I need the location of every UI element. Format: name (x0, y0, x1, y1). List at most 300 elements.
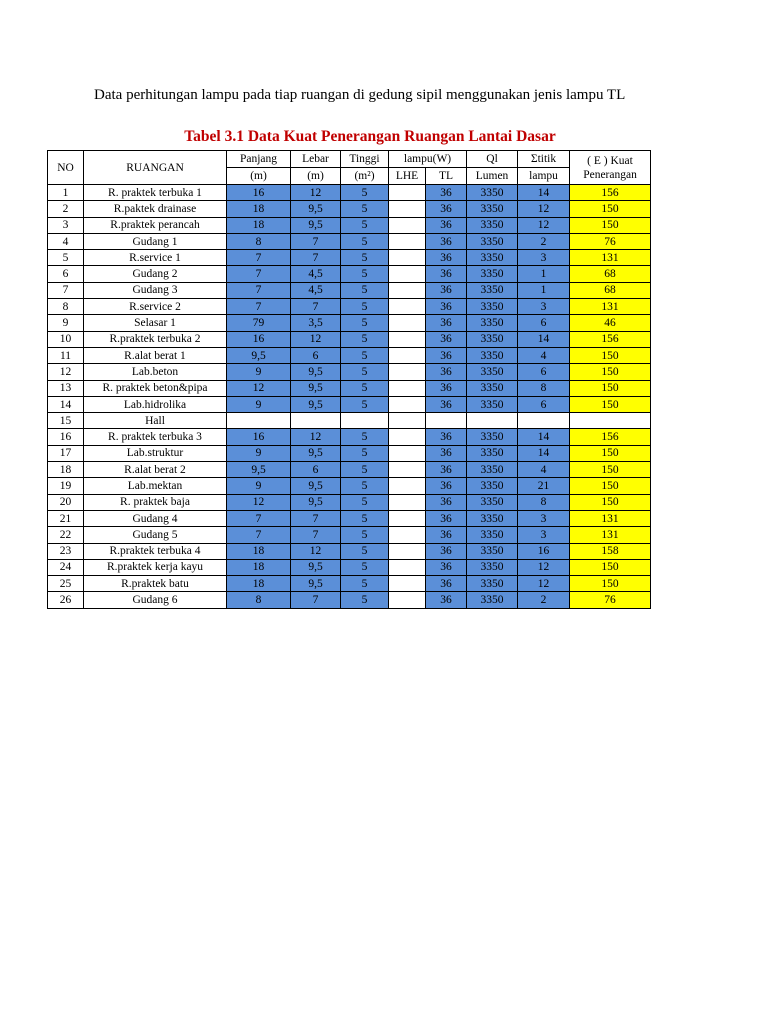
cell-no: 10 (48, 331, 84, 347)
cell-ql: 3350 (467, 282, 518, 298)
table-row (48, 559, 651, 575)
cell-e: 150 (570, 478, 651, 494)
table-row (48, 510, 651, 526)
cell-lhe (389, 478, 426, 494)
cell-tinggi (341, 413, 389, 429)
cell-tinggi: 5 (341, 494, 389, 510)
cell-e: 150 (570, 364, 651, 380)
cell-titik: 1 (518, 266, 570, 282)
cell-lhe (389, 527, 426, 543)
cell-tl: 36 (426, 233, 467, 249)
table-row (48, 527, 651, 543)
cell-tl: 36 (426, 510, 467, 526)
cell-e: 150 (570, 396, 651, 412)
cell-tinggi: 5 (341, 429, 389, 445)
cell-tinggi: 5 (341, 510, 389, 526)
cell-no: 5 (48, 250, 84, 266)
cell-tinggi: 5 (341, 315, 389, 331)
cell-e: 150 (570, 494, 651, 510)
cell-panjang: 16 (227, 185, 291, 201)
cell-panjang: 9 (227, 445, 291, 461)
cell-ql: 3350 (467, 185, 518, 201)
cell-titik: 14 (518, 331, 570, 347)
cell-lebar: 12 (291, 331, 341, 347)
cell-panjang: 16 (227, 429, 291, 445)
cell-tl: 36 (426, 201, 467, 217)
header-lebar: Lebar (291, 151, 341, 168)
cell-tl: 36 (426, 478, 467, 494)
cell-panjang: 7 (227, 266, 291, 282)
table-row (48, 413, 651, 429)
cell-lebar (291, 413, 341, 429)
cell-ruangan: Gudang 4 (84, 510, 227, 526)
cell-tl: 36 (426, 185, 467, 201)
header-panjang: Panjang (227, 151, 291, 168)
cell-lhe (389, 445, 426, 461)
cell-ruangan: R.praktek perancah (84, 217, 227, 233)
cell-panjang: 18 (227, 217, 291, 233)
cell-lebar: 12 (291, 543, 341, 559)
cell-lhe (389, 217, 426, 233)
cell-panjang: 12 (227, 380, 291, 396)
cell-panjang: 9,5 (227, 462, 291, 478)
cell-e: 150 (570, 217, 651, 233)
cell-lebar: 12 (291, 185, 341, 201)
cell-no: 11 (48, 347, 84, 363)
cell-tl: 36 (426, 364, 467, 380)
header-e (570, 151, 651, 185)
cell-titik: 8 (518, 494, 570, 510)
header-lampu: lampu(W) (389, 151, 467, 168)
cell-titik: 16 (518, 543, 570, 559)
cell-titik: 3 (518, 510, 570, 526)
cell-lhe (389, 347, 426, 363)
cell-e (570, 413, 651, 429)
cell-lebar: 9,5 (291, 217, 341, 233)
cell-e: 156 (570, 429, 651, 445)
cell-lhe (389, 429, 426, 445)
header-tinggi: Tinggi (341, 151, 389, 168)
table-row (48, 478, 651, 494)
cell-tl: 36 (426, 543, 467, 559)
cell-lhe (389, 299, 426, 315)
cell-titik: 2 (518, 592, 570, 608)
cell-ruangan: R.alat berat 2 (84, 462, 227, 478)
cell-lhe (389, 592, 426, 608)
cell-panjang: 18 (227, 543, 291, 559)
table-row (48, 462, 651, 478)
table-row (48, 217, 651, 233)
table-row (48, 543, 651, 559)
cell-tinggi: 5 (341, 559, 389, 575)
cell-lebar: 7 (291, 592, 341, 608)
cell-e: 156 (570, 185, 651, 201)
header-titik: Σtitik (518, 151, 570, 168)
header-ql-unit: Lumen (467, 168, 518, 185)
cell-ql: 3350 (467, 299, 518, 315)
cell-e: 150 (570, 445, 651, 461)
table-row (48, 429, 651, 445)
cell-ql: 3350 (467, 315, 518, 331)
cell-lhe (389, 266, 426, 282)
cell-ruangan: Gudang 2 (84, 266, 227, 282)
cell-e: 150 (570, 380, 651, 396)
cell-titik: 14 (518, 445, 570, 461)
cell-tl: 36 (426, 315, 467, 331)
header-lhe: LHE (389, 168, 426, 185)
cell-tinggi: 5 (341, 396, 389, 412)
cell-panjang: 7 (227, 250, 291, 266)
cell-ql: 3350 (467, 347, 518, 363)
cell-ruangan: R.praktek batu (84, 576, 227, 592)
header-lebar-unit: (m) (291, 168, 341, 185)
table-row (48, 396, 651, 412)
cell-ql: 3350 (467, 445, 518, 461)
header-ql: Ql (467, 151, 518, 168)
cell-tinggi: 5 (341, 478, 389, 494)
cell-lhe (389, 396, 426, 412)
cell-ruangan: R.praktek terbuka 2 (84, 331, 227, 347)
cell-no: 22 (48, 527, 84, 543)
cell-lebar: 3,5 (291, 315, 341, 331)
cell-lhe (389, 315, 426, 331)
cell-tl: 36 (426, 266, 467, 282)
cell-lhe (389, 576, 426, 592)
cell-titik: 12 (518, 559, 570, 575)
cell-lebar: 7 (291, 510, 341, 526)
cell-e: 150 (570, 462, 651, 478)
cell-titik: 12 (518, 217, 570, 233)
cell-no: 17 (48, 445, 84, 461)
cell-titik: 4 (518, 462, 570, 478)
cell-no: 21 (48, 510, 84, 526)
cell-tl: 36 (426, 527, 467, 543)
cell-panjang: 8 (227, 233, 291, 249)
cell-lebar: 9,5 (291, 494, 341, 510)
cell-e: 76 (570, 233, 651, 249)
cell-e: 131 (570, 510, 651, 526)
table-row (48, 331, 651, 347)
cell-titik: 12 (518, 201, 570, 217)
table-row (48, 347, 651, 363)
cell-lebar: 12 (291, 429, 341, 445)
cell-tl: 36 (426, 462, 467, 478)
cell-no: 6 (48, 266, 84, 282)
cell-lhe (389, 510, 426, 526)
cell-lebar: 6 (291, 462, 341, 478)
cell-ql: 3350 (467, 201, 518, 217)
cell-tinggi: 5 (341, 233, 389, 249)
cell-titik: 1 (518, 282, 570, 298)
cell-e: 150 (570, 559, 651, 575)
cell-ruangan: Selasar 1 (84, 315, 227, 331)
cell-tl: 36 (426, 299, 467, 315)
cell-e: 150 (570, 576, 651, 592)
header-row-1 (48, 151, 651, 168)
cell-no: 24 (48, 559, 84, 575)
cell-tinggi: 5 (341, 445, 389, 461)
cell-ruangan: Gudang 3 (84, 282, 227, 298)
cell-titik: 6 (518, 364, 570, 380)
cell-panjang: 18 (227, 201, 291, 217)
cell-lhe (389, 331, 426, 347)
cell-lebar: 7 (291, 527, 341, 543)
cell-ruangan: Hall (84, 413, 227, 429)
cell-no: 13 (48, 380, 84, 396)
cell-lhe (389, 413, 426, 429)
cell-tinggi: 5 (341, 462, 389, 478)
cell-ruangan: Lab.beton (84, 364, 227, 380)
cell-lebar: 9,5 (291, 396, 341, 412)
cell-titik: 14 (518, 429, 570, 445)
header-tl: TL (426, 168, 467, 185)
cell-ruangan: Gudang 5 (84, 527, 227, 543)
cell-ql: 3350 (467, 462, 518, 478)
cell-ruangan: Lab.mektan (84, 478, 227, 494)
cell-ql: 3350 (467, 478, 518, 494)
cell-no: 2 (48, 201, 84, 217)
cell-ql: 3350 (467, 494, 518, 510)
cell-lebar: 9,5 (291, 478, 341, 494)
cell-tinggi: 5 (341, 282, 389, 298)
cell-ql: 3350 (467, 380, 518, 396)
cell-e: 131 (570, 299, 651, 315)
cell-no: 15 (48, 413, 84, 429)
header-panjang-unit: (m) (227, 168, 291, 185)
cell-tinggi: 5 (341, 364, 389, 380)
cell-tl: 36 (426, 592, 467, 608)
cell-tinggi: 5 (341, 347, 389, 363)
cell-panjang: 7 (227, 510, 291, 526)
cell-e: 156 (570, 331, 651, 347)
cell-no: 3 (48, 217, 84, 233)
cell-ruangan: Gudang 1 (84, 233, 227, 249)
cell-no: 25 (48, 576, 84, 592)
cell-ruangan: R.service 1 (84, 250, 227, 266)
cell-panjang: 9 (227, 478, 291, 494)
cell-lebar: 6 (291, 347, 341, 363)
cell-tinggi: 5 (341, 266, 389, 282)
table-row (48, 233, 651, 249)
header-titik-unit: lampu (518, 168, 570, 185)
table-caption: Tabel 3.1 Data Kuat Penerangan Ruangan Lantai Dasar (184, 128, 556, 145)
cell-ruangan: R. praktek beton&pipa (84, 380, 227, 396)
cell-no: 20 (48, 494, 84, 510)
table-row (48, 282, 651, 298)
cell-ruangan: R. praktek terbuka 1 (84, 185, 227, 201)
cell-no: 4 (48, 233, 84, 249)
cell-tl: 36 (426, 331, 467, 347)
cell-tl: 36 (426, 445, 467, 461)
cell-lhe (389, 543, 426, 559)
cell-e: 68 (570, 266, 651, 282)
cell-ql: 3350 (467, 576, 518, 592)
cell-lhe (389, 282, 426, 298)
cell-titik: 6 (518, 315, 570, 331)
cell-e: 131 (570, 250, 651, 266)
cell-lebar: 7 (291, 233, 341, 249)
cell-lebar: 9,5 (291, 201, 341, 217)
cell-panjang: 16 (227, 331, 291, 347)
cell-titik: 3 (518, 250, 570, 266)
cell-panjang: 7 (227, 299, 291, 315)
cell-ql: 3350 (467, 559, 518, 575)
cell-tl: 36 (426, 576, 467, 592)
cell-titik: 8 (518, 380, 570, 396)
cell-no: 8 (48, 299, 84, 315)
cell-lebar: 9,5 (291, 380, 341, 396)
cell-e: 150 (570, 347, 651, 363)
cell-ql: 3350 (467, 331, 518, 347)
cell-tinggi: 5 (341, 576, 389, 592)
cell-panjang: 12 (227, 494, 291, 510)
cell-tinggi: 5 (341, 543, 389, 559)
cell-lebar: 9,5 (291, 364, 341, 380)
cell-lebar: 9,5 (291, 559, 341, 575)
cell-titik: 2 (518, 233, 570, 249)
cell-panjang: 9 (227, 396, 291, 412)
table-row (48, 364, 651, 380)
table-row (48, 250, 651, 266)
table-row (48, 494, 651, 510)
table-row (48, 299, 651, 315)
cell-titik: 6 (518, 396, 570, 412)
cell-tl (426, 413, 467, 429)
cell-ruangan: Gudang 6 (84, 592, 227, 608)
cell-lebar: 7 (291, 299, 341, 315)
cell-no: 19 (48, 478, 84, 494)
cell-no: 7 (48, 282, 84, 298)
cell-tinggi: 5 (341, 185, 389, 201)
intro-text: Data perhitungan lampu pada tiap ruangan di gedung sipil menggunakan jenis lampu TL (94, 87, 626, 103)
cell-lebar: 4,5 (291, 282, 341, 298)
cell-no: 16 (48, 429, 84, 445)
table-row (48, 315, 651, 331)
cell-ql: 3350 (467, 429, 518, 445)
cell-tinggi: 5 (341, 217, 389, 233)
cell-ql (467, 413, 518, 429)
cell-panjang: 18 (227, 576, 291, 592)
cell-ruangan: Lab.struktur (84, 445, 227, 461)
table-row (48, 592, 651, 608)
cell-ql: 3350 (467, 396, 518, 412)
cell-tinggi: 5 (341, 299, 389, 315)
cell-lhe (389, 559, 426, 575)
cell-lhe (389, 364, 426, 380)
table-row (48, 201, 651, 217)
cell-e: 46 (570, 315, 651, 331)
cell-e: 131 (570, 527, 651, 543)
cell-lhe (389, 185, 426, 201)
cell-ruangan: Lab.hidrolika (84, 396, 227, 412)
cell-no: 1 (48, 185, 84, 201)
cell-titik: 3 (518, 527, 570, 543)
table-row (48, 380, 651, 396)
cell-ql: 3350 (467, 217, 518, 233)
cell-e: 68 (570, 282, 651, 298)
cell-tl: 36 (426, 282, 467, 298)
header-e-line2: Penerangan (583, 168, 637, 181)
cell-ql: 3350 (467, 527, 518, 543)
cell-panjang: 8 (227, 592, 291, 608)
cell-ruangan: R.service 2 (84, 299, 227, 315)
cell-titik: 14 (518, 185, 570, 201)
cell-tl: 36 (426, 429, 467, 445)
cell-tinggi: 5 (341, 250, 389, 266)
cell-ql: 3350 (467, 543, 518, 559)
cell-tl: 36 (426, 250, 467, 266)
cell-ruangan: R.paktek drainase (84, 201, 227, 217)
cell-tinggi: 5 (341, 527, 389, 543)
table-row (48, 445, 651, 461)
header-e-line1: ( E ) Kuat (587, 154, 633, 167)
cell-e: 158 (570, 543, 651, 559)
cell-ql: 3350 (467, 233, 518, 249)
table-row (48, 185, 651, 201)
cell-titik: 3 (518, 299, 570, 315)
cell-panjang: 7 (227, 527, 291, 543)
cell-panjang: 79 (227, 315, 291, 331)
cell-ruangan: R.praktek kerja kayu (84, 559, 227, 575)
cell-ql: 3350 (467, 364, 518, 380)
cell-ruangan: R. praktek baja (84, 494, 227, 510)
cell-no: 12 (48, 364, 84, 380)
cell-ruangan: R. praktek terbuka 3 (84, 429, 227, 445)
cell-no: 23 (48, 543, 84, 559)
table-row (48, 576, 651, 592)
cell-titik: 4 (518, 347, 570, 363)
cell-titik: 12 (518, 576, 570, 592)
cell-ql: 3350 (467, 592, 518, 608)
lighting-data-table (47, 150, 651, 609)
cell-lhe (389, 494, 426, 510)
cell-tl: 36 (426, 217, 467, 233)
cell-no: 14 (48, 396, 84, 412)
cell-no: 9 (48, 315, 84, 331)
cell-panjang: 9,5 (227, 347, 291, 363)
cell-tinggi: 5 (341, 331, 389, 347)
cell-tinggi: 5 (341, 592, 389, 608)
cell-tinggi: 5 (341, 201, 389, 217)
cell-titik: 21 (518, 478, 570, 494)
cell-tinggi: 5 (341, 380, 389, 396)
cell-tl: 36 (426, 559, 467, 575)
cell-e: 150 (570, 201, 651, 217)
cell-tl: 36 (426, 380, 467, 396)
cell-no: 18 (48, 462, 84, 478)
cell-tl: 36 (426, 396, 467, 412)
cell-lhe (389, 250, 426, 266)
cell-e: 76 (570, 592, 651, 608)
cell-lhe (389, 233, 426, 249)
cell-tl: 36 (426, 494, 467, 510)
cell-ql: 3350 (467, 250, 518, 266)
cell-panjang: 7 (227, 282, 291, 298)
table-row (48, 266, 651, 282)
cell-panjang: 9 (227, 364, 291, 380)
cell-ruangan: R.alat berat 1 (84, 347, 227, 363)
cell-lebar: 9,5 (291, 445, 341, 461)
header-ruangan: RUANGAN (84, 151, 227, 185)
cell-titik (518, 413, 570, 429)
cell-lhe (389, 462, 426, 478)
cell-lhe (389, 380, 426, 396)
cell-ql: 3350 (467, 266, 518, 282)
cell-no: 26 (48, 592, 84, 608)
cell-ruangan: R.praktek terbuka 4 (84, 543, 227, 559)
header-no: NO (48, 151, 84, 185)
cell-lebar: 7 (291, 250, 341, 266)
